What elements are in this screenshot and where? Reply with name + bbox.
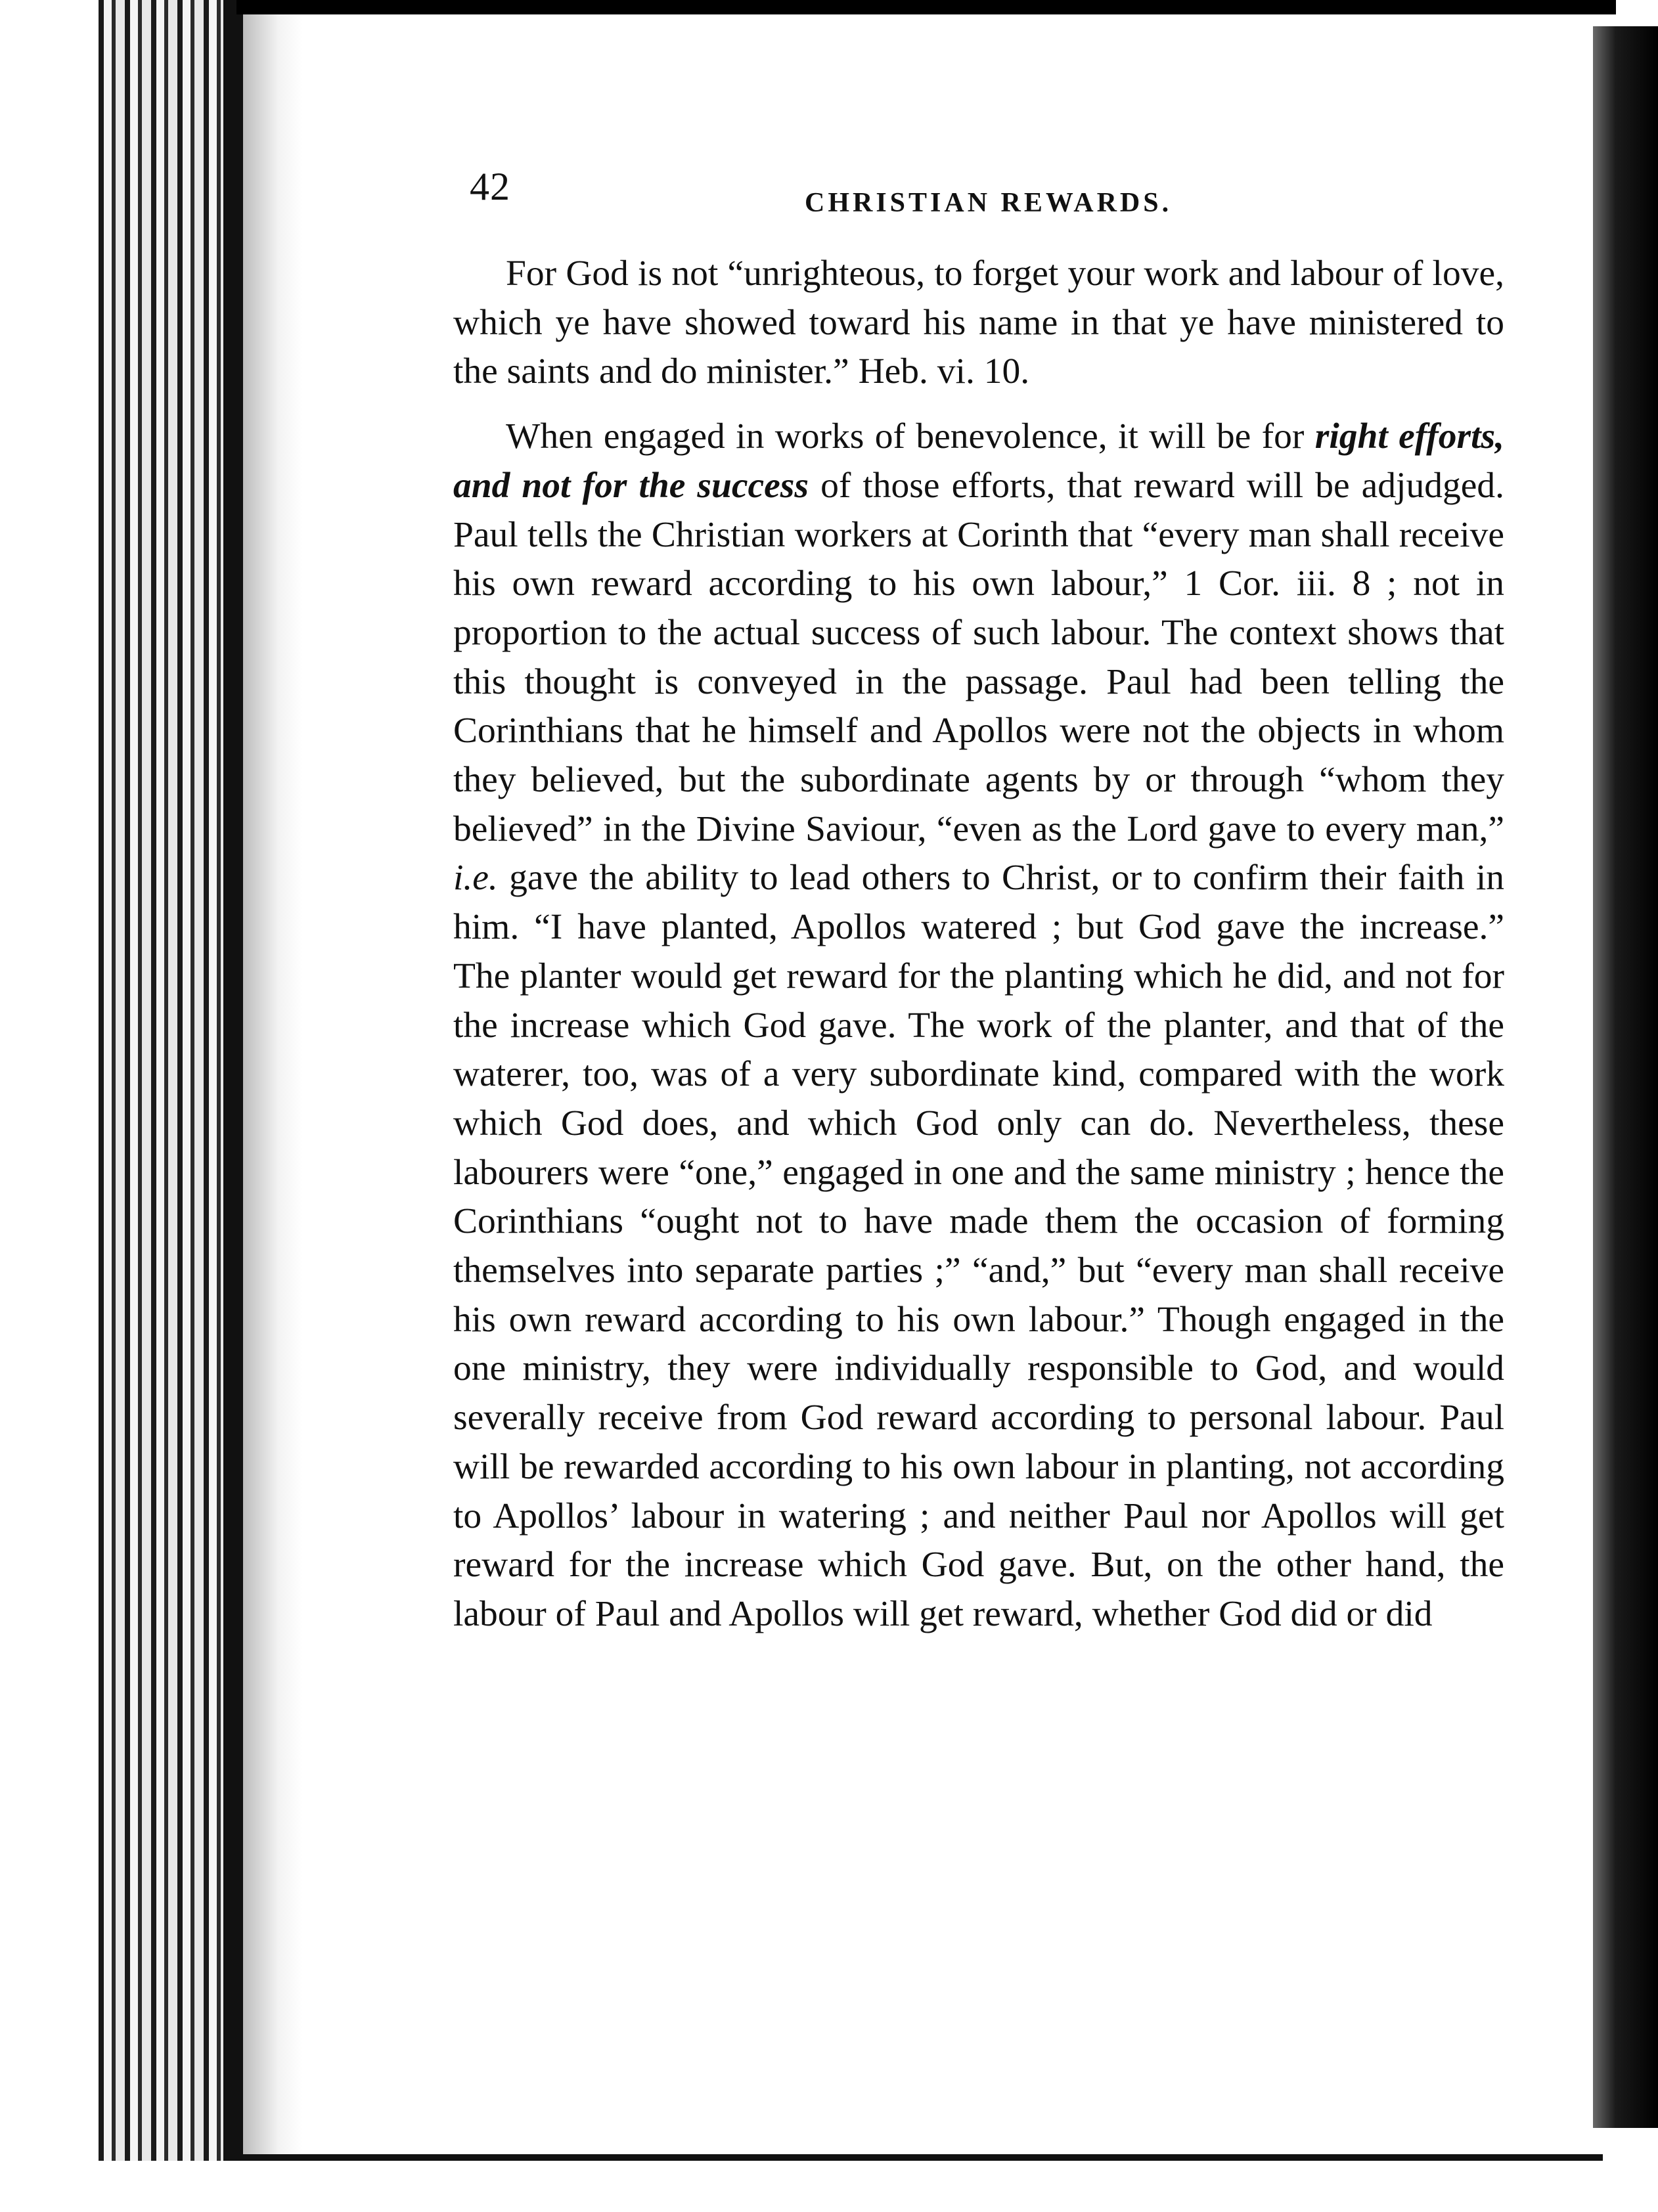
paragraph-2-emphasis: right efforts, and not for the success <box>453 416 1505 506</box>
page-edges <box>99 0 236 2161</box>
spine-shadow <box>1593 26 1658 2128</box>
paragraph-2 <box>453 412 1504 1639</box>
edge-strip <box>223 0 243 2161</box>
bottom-border <box>236 2154 1603 2161</box>
paragraph-2-lead: When engaged in works of benevolence, it will be for <box>506 416 1315 457</box>
running-head: CHRISTIAN REWARDS. <box>805 188 1173 218</box>
paragraph-2-ie: i.e. <box>453 858 498 898</box>
top-border <box>236 0 1616 14</box>
body-text <box>453 250 1504 1639</box>
inner-gutter <box>243 0 302 2161</box>
paragraph-2-tail: gave the ability to lead others to Christ, or to confirm their faith in him. “I have planted, Apollos watered ; but God gave the increase.” The planter would get reward for the planting which he did, and not for the increase which God gave. The work of the planter, and that of the waterer, too, was of a very subordinate kind, compared with the work which God does, and which God only can do. Nevertheless, these labourers were “one,” engaged in one and the same ministry ; hence the Corinthians “ought not to have made them the occasion of forming themselves into separate parties ;” “and,” but “every man shall receive his own reward according to his own labour.” Though engaged in the one ministry, they were individually responsible to God, and would severally receive from God reward according to personal labour. Paul will be rewarded according to his own labour in planting, not according to Apollos’ labour in watering ; and neither Paul nor Apollos will get reward for the increase which God gave. But, on the other hand, the labour of Paul and Apollos will get reward, whether God did or did <box>453 858 1504 1634</box>
paragraph-1: For God is not “unrighteous, to forget your work and labour of love, which ye have showed toward his name in that ye have ministered to the saints and do minister.” Heb. vi. 10. <box>453 254 1504 392</box>
paragraph-2-mid: of those efforts, that reward will be adjudged. Paul tells the Christian workers at Corinth that “every man shall receive his own reward according to his own labour,” 1 Cor. iii. 8 ; not in proportion to the actual success of such labour. The context shows that this thought is conveyed in the passage. Paul had been telling the Corinthians that he himself and Apollos were not the objects in whom they believed, but the subordinate agents by or through “whom they believed” in the Divine Saviour, “even as the Lord gave to every man,” <box>453 465 1504 849</box>
page-number: 42 <box>470 165 510 208</box>
